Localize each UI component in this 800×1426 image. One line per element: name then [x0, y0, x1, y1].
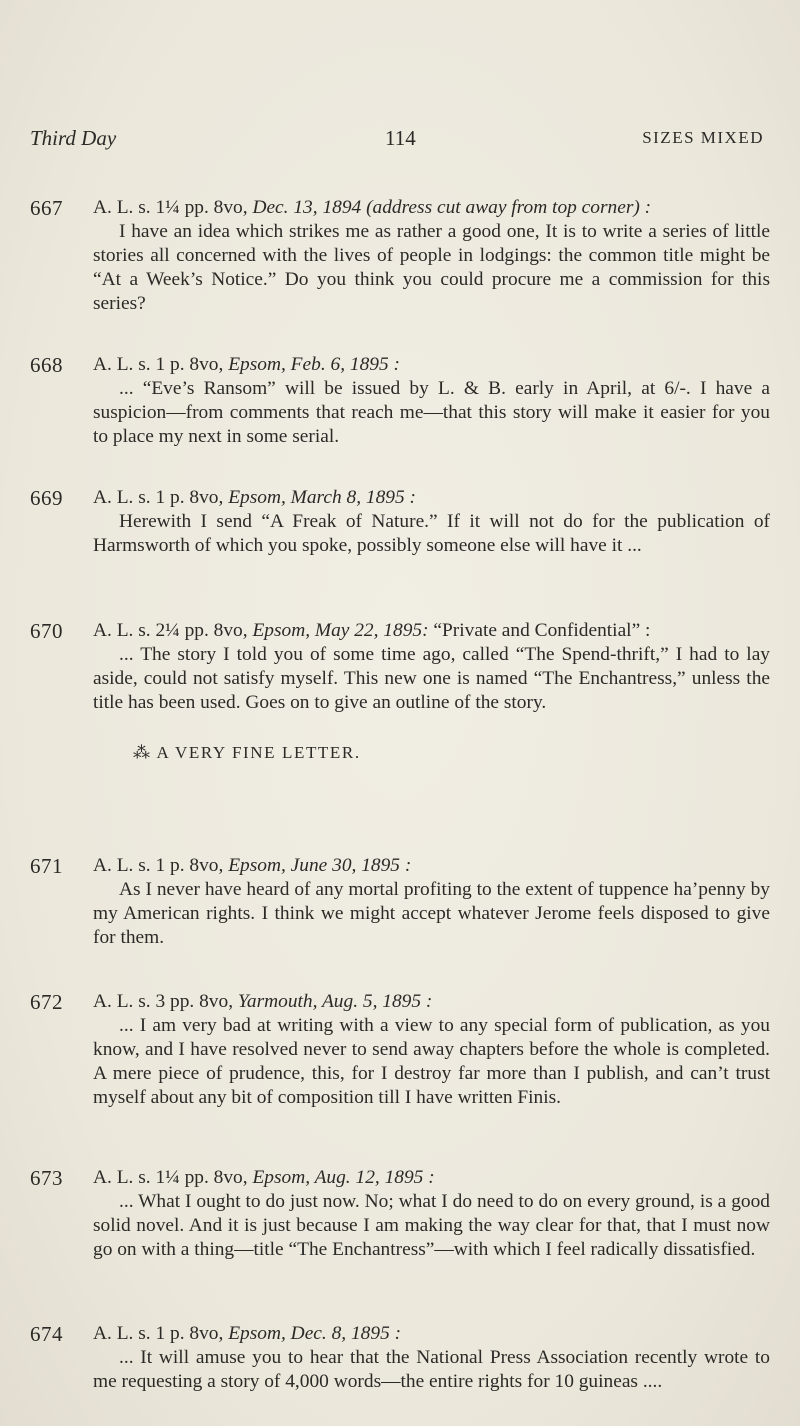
lot-entry-674 — [30, 1322, 770, 1394]
lot-number: 667 — [30, 196, 63, 220]
running-head-left: Third Day — [30, 126, 117, 150]
place-date: Epsom, Feb. 6, 1895 : — [223, 354, 401, 375]
lot-description — [93, 990, 770, 1014]
format-text: A. L. s. 1 p. 8vo, — [93, 1323, 224, 1344]
place-date: Epsom, Aug. 12, 1895 : — [247, 1167, 435, 1188]
lot-description — [93, 1322, 770, 1346]
letter-excerpt: I have an idea which strikes me as rather a good one, It is to write a series of little stories all concerned with the lives of people in lodgings: the common title might be “At a Week’s Notice.” Do you think you could procure me a commission for this series? — [93, 221, 770, 314]
format-text: A. L. s. 1 p. 8vo, — [93, 487, 224, 508]
lot-number: 669 — [30, 486, 63, 510]
lot-description — [93, 353, 770, 377]
lot-entry-669 — [30, 486, 770, 558]
format-text: A. L. s. 1¼ pp. 8vo, — [93, 1167, 248, 1188]
lot-description — [93, 196, 770, 220]
letter-excerpt: ... “Eve’s Ransom” will be issued by L. & B. early in April, at 6/-. I have a suspicion—from comments that reach me—that this story will make it easier for you to place my next in some serial. — [93, 378, 770, 447]
format-text: A. L. s. 2¼ pp. 8vo, — [93, 620, 248, 641]
lot-number: 672 — [30, 990, 63, 1014]
format-text: A. L. s. 3 pp. 8vo, — [93, 991, 234, 1012]
lot-description — [93, 854, 770, 878]
page-number: 114 — [385, 126, 416, 150]
lot-entry-671 — [30, 854, 770, 950]
place-date: Yarmouth, Aug. 5, 1895 : — [233, 991, 433, 1012]
place-date: Epsom, May 22, 1895: — [247, 620, 429, 641]
running-head-right: SIZES MIXED — [642, 128, 764, 147]
lot-description — [93, 1166, 770, 1190]
format-text: A. L. s. 1 p. 8vo, — [93, 855, 224, 876]
lot-number: 671 — [30, 854, 63, 878]
lot-entry-667 — [30, 196, 770, 316]
lot-description — [93, 486, 770, 510]
lot-entry-673 — [30, 1166, 770, 1262]
heading-note: “Private and Confidential” : — [428, 620, 651, 641]
letter-excerpt: As I never have heard of any mortal profiting to the extent of tuppence ha’penny by my American rights. I think we might accept whatever Jerome feels disposed to give for them. — [93, 879, 770, 948]
place-date: Epsom, March 8, 1895 : — [223, 487, 416, 508]
place-date: Dec. 13, 1894 (address cut away from top corner) : — [247, 197, 652, 218]
lot-entry-668 — [30, 353, 770, 449]
place-date: Epsom, June 30, 1895 : — [223, 855, 412, 876]
letter-excerpt: ... It will amuse you to hear that the National Press Association recently wrote to me requesting a story of 4,000 words—the entire rights for 10 guineas .... — [93, 1347, 770, 1392]
page-header — [30, 126, 770, 156]
format-text: A. L. s. 1 p. 8vo, — [93, 354, 224, 375]
lot-number: 670 — [30, 619, 63, 643]
letter-excerpt: ... What I ought to do just now. No; what I do need to do on every ground, is a good solid novel. And it is just because I am making the way clear for that, that I must now go on with a thing—title “The Enchantress”—with which I feel radically dissatisfied. — [93, 1191, 770, 1260]
lot-entry-672 — [30, 990, 770, 1110]
lot-description — [93, 619, 770, 643]
lot-number: 673 — [30, 1166, 63, 1190]
lot-number: 674 — [30, 1322, 63, 1346]
letter-excerpt: Herewith I send “A Freak of Nature.” If it will not do for the publication of Harmsworth of which you spoke, possibly someone else will have it ... — [93, 511, 770, 556]
format-text: A. L. s. 1¼ pp. 8vo, — [93, 197, 248, 218]
lot-entry-670 — [30, 619, 770, 765]
letter-excerpt: ... The story I told you of some time ago, called “The Spend-thrift,” I had to lay aside, could not satisfy myself. This new one is named “The Enchantress,” unless the title has been used. Goes on to give an outline of the story. — [93, 644, 770, 713]
lot-note: ⁂ A VERY FINE LETTER. — [133, 743, 361, 762]
place-date: Epsom, Dec. 8, 1895 : — [223, 1323, 402, 1344]
lot-number: 668 — [30, 353, 63, 377]
letter-excerpt: ... I am very bad at writing with a view to any special form of publication, as you know, and I have resolved never to send away chapters before the whole is completed. A mere piece of prudence, this, for I destroy far more than I publish, and can’t trust myself about any bit of composition till I have written Finis. — [93, 1015, 770, 1108]
